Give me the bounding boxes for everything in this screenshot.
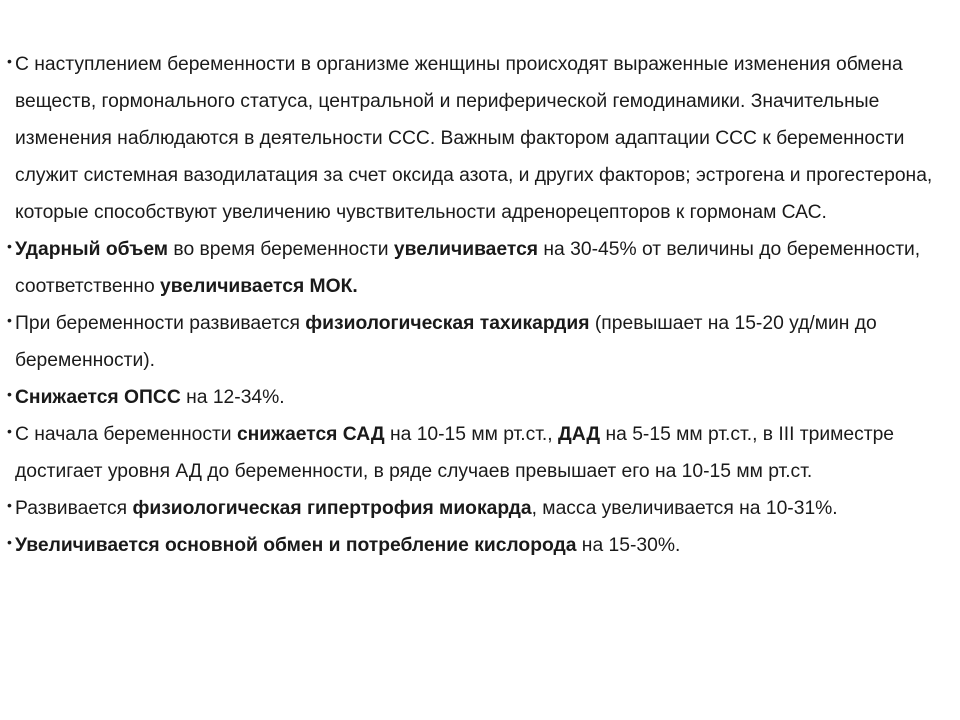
bullet-paragraph — [7, 416, 952, 490]
bold-text: Ударный объем — [15, 239, 169, 260]
text: Развивается — [15, 498, 133, 519]
bullet-paragraph — [7, 379, 952, 416]
bold-text: увеличивается МОК. — [160, 276, 358, 297]
bullet-paragraph — [7, 46, 952, 231]
bullet-marker: • — [7, 534, 12, 550]
bullet-list — [7, 46, 952, 564]
bold-text: увеличивается — [393, 239, 539, 260]
text: на 15-30%. — [576, 535, 681, 556]
bold-text: Увеличивается основной обмен и потребление кислорода — [15, 535, 577, 556]
bullet-marker: • — [7, 238, 12, 254]
bullet-marker: • — [7, 53, 12, 69]
text: С начала беременности — [15, 424, 237, 445]
bold-text: физиологическая гипертрофия миокарда — [132, 498, 532, 519]
bullet-marker: • — [7, 312, 12, 328]
bullet-marker: • — [7, 497, 12, 513]
bullet-paragraph — [7, 527, 952, 564]
text: на 5-15 мм рт.ст., в III триместре достигает уровня АД до беременности, в ряде случаев превышает его на 10-15 мм рт.ст. — [15, 424, 895, 482]
text: во время беременности — [168, 239, 394, 260]
text: При беременности развивается — [15, 313, 306, 334]
bullet-paragraph — [7, 231, 952, 305]
text: С наступлением беременности в организме женщины происходят выраженные изменения обмена веществ, гормонального статуса, центральной и периферической гемодинамики. Значительные изменения наблюдаются в деятельности ССС. Важным фактором адаптации ССС к беременности служит системная вазодилатация за счет оксида азота, и других факторов; эстрогена и прогестерона, которые способствуют увеличению чувствительности адренорецепторов к гормонам САС. — [15, 54, 933, 223]
text: на 30-45% от величины до беременности, соответственно — [15, 239, 921, 297]
bold-text: ДАД — [558, 424, 601, 445]
text: , масса увеличивается на 10-31%. — [531, 498, 838, 519]
text: (превышает на 15-20 уд/мин до беременности). — [15, 313, 877, 371]
bold-text: снижается САД — [236, 424, 385, 445]
text: на 12-34%. — [180, 387, 285, 408]
bullet-marker: • — [7, 386, 12, 402]
text: на 10-15 мм рт.ст., — [384, 424, 558, 445]
bold-text: Снижается ОПСС — [15, 387, 181, 408]
bullet-paragraph — [7, 490, 952, 527]
bullet-paragraph — [7, 305, 952, 379]
bullet-marker: • — [7, 423, 12, 439]
bold-text: физиологическая тахикардия — [305, 313, 590, 334]
